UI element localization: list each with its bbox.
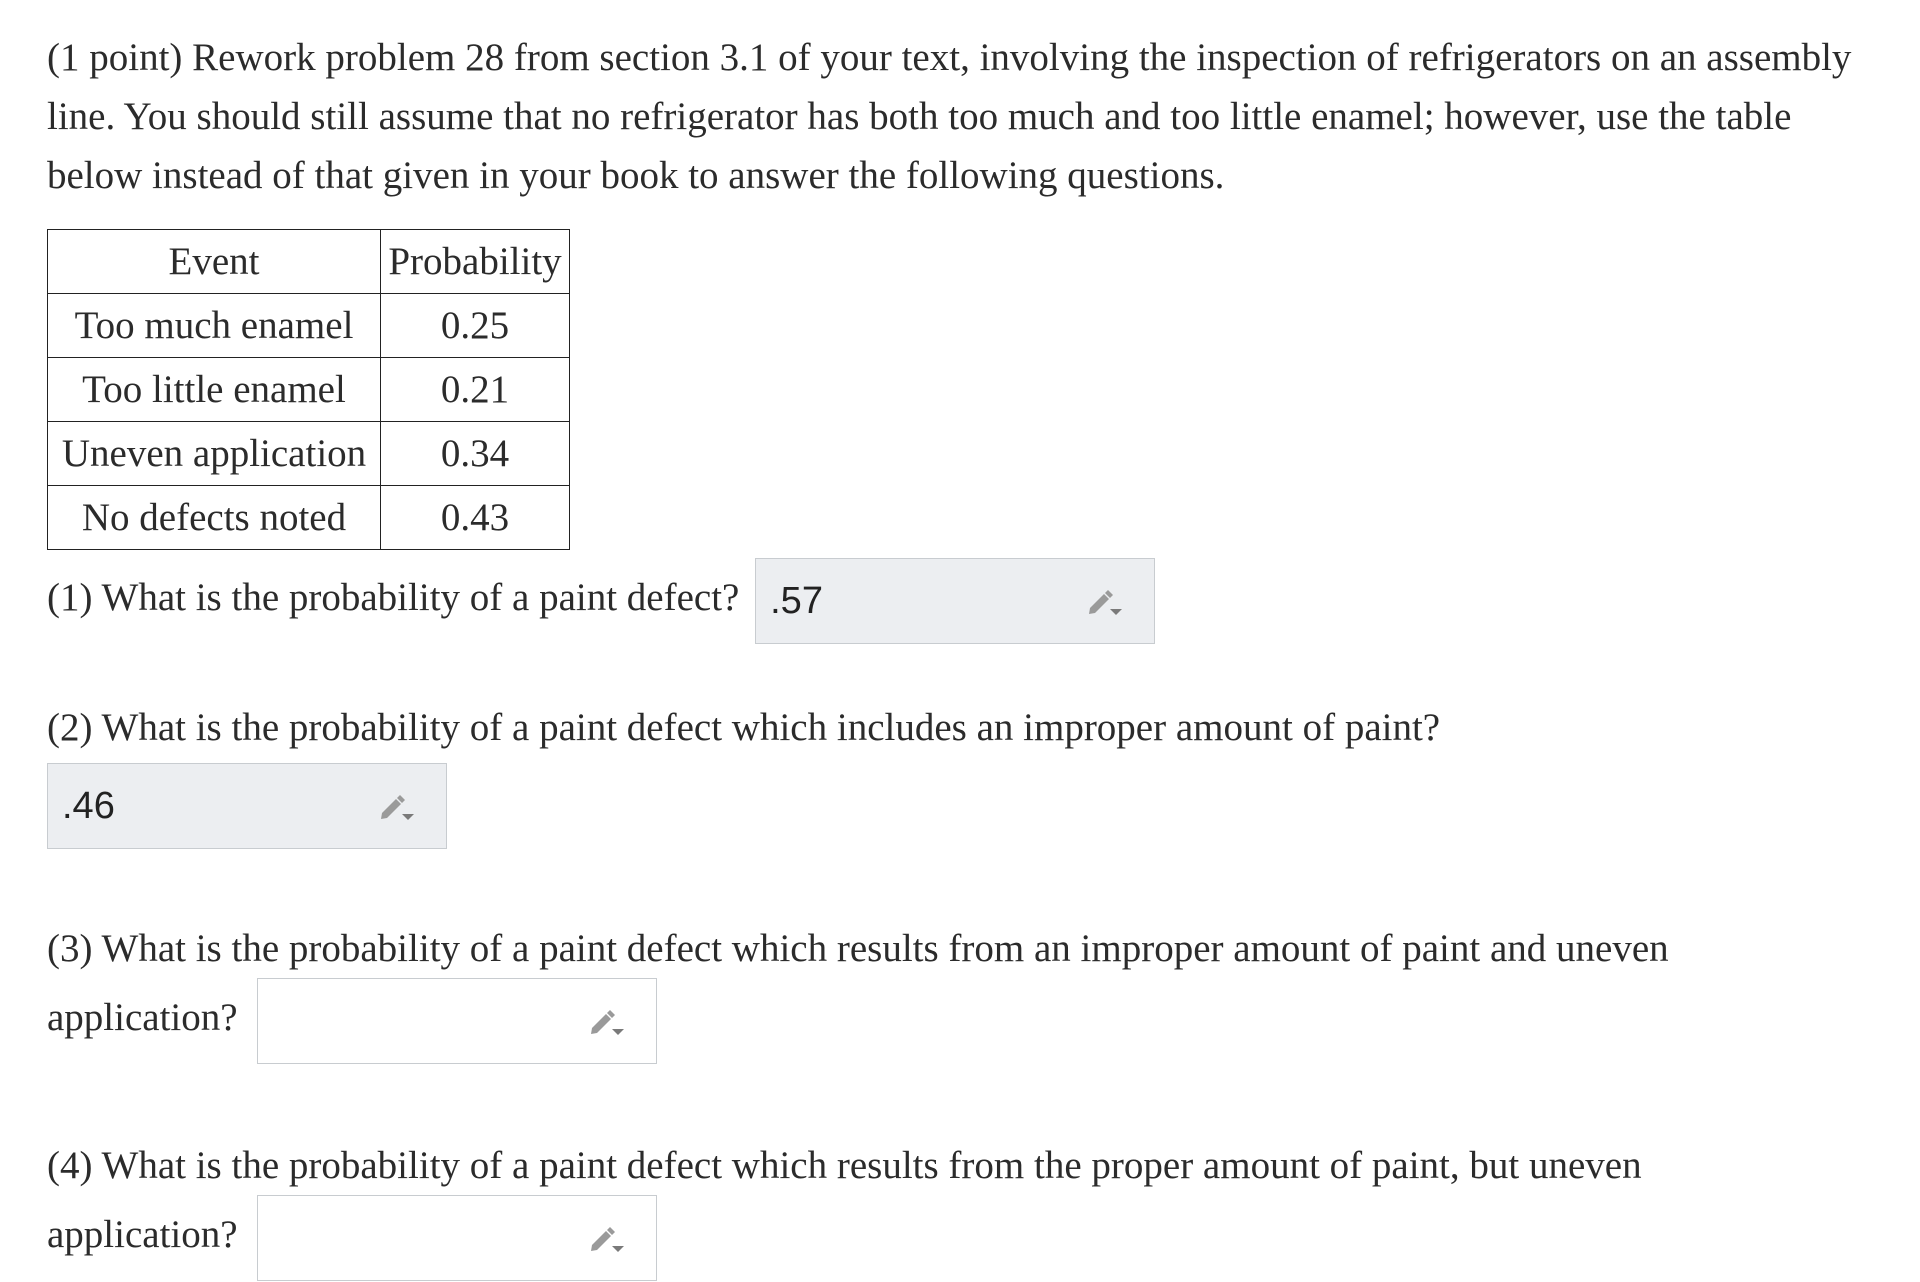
answer-4-input[interactable] bbox=[257, 1195, 657, 1281]
table-cell-probability: 0.25 bbox=[381, 294, 570, 358]
answer-1-input[interactable] bbox=[755, 558, 1155, 644]
probability-table bbox=[47, 229, 570, 550]
answer-1-value: .57 bbox=[770, 580, 823, 622]
table-cell-event: Uneven application bbox=[48, 422, 381, 486]
answer-2-input[interactable] bbox=[47, 763, 447, 849]
pencil-icon[interactable] bbox=[376, 789, 416, 823]
question-4-text: (4) What is the probability of a paint defect which results from the proper amount of paint, but uneven bbox=[47, 1144, 1642, 1187]
table-header-probability: Probability bbox=[381, 230, 570, 294]
table-row bbox=[48, 486, 570, 550]
answer-2-value: .46 bbox=[62, 785, 115, 827]
table-row bbox=[48, 294, 570, 358]
pencil-icon[interactable] bbox=[586, 1004, 626, 1038]
question-4-text-continued: application? bbox=[47, 1212, 238, 1256]
question-1-text: (1) What is the probability of a paint defect? bbox=[47, 575, 740, 619]
pencil-icon[interactable] bbox=[586, 1221, 626, 1255]
question-2 bbox=[47, 698, 1877, 849]
question-3-text: (3) What is the probability of a paint defect which results from an improper amount of paint and uneven bbox=[47, 927, 1669, 970]
question-4 bbox=[47, 1136, 1877, 1281]
table-cell-probability: 0.34 bbox=[381, 422, 570, 486]
table-cell-probability: 0.43 bbox=[381, 486, 570, 550]
table-cell-event: No defects noted bbox=[48, 486, 381, 550]
question-3 bbox=[47, 919, 1877, 1064]
table-cell-event: Too little enamel bbox=[48, 358, 381, 422]
question-1 bbox=[47, 558, 1877, 644]
answer-3-input[interactable] bbox=[257, 978, 657, 1064]
question-3-text-continued: application? bbox=[47, 995, 238, 1039]
table-row bbox=[48, 422, 570, 486]
table-header-row bbox=[48, 230, 570, 294]
table-row bbox=[48, 358, 570, 422]
problem-page bbox=[47, 28, 1877, 1281]
question-2-text: (2) What is the probability of a paint defect which includes an improper amount of paint? bbox=[47, 706, 1441, 749]
problem-intro: (1 point) Rework problem 28 from section 3.1 of your text, involving the inspection of refrigerators on an assembly line. You should still assume that no refrigerator has both too much and too little enamel; however, use the table below instead of that given in your book to answer the following questions. bbox=[47, 36, 1852, 197]
pencil-icon[interactable] bbox=[1084, 584, 1124, 618]
table-cell-event: Too much enamel bbox=[48, 294, 381, 358]
table-header-event: Event bbox=[48, 230, 381, 294]
table-cell-probability: 0.21 bbox=[381, 358, 570, 422]
